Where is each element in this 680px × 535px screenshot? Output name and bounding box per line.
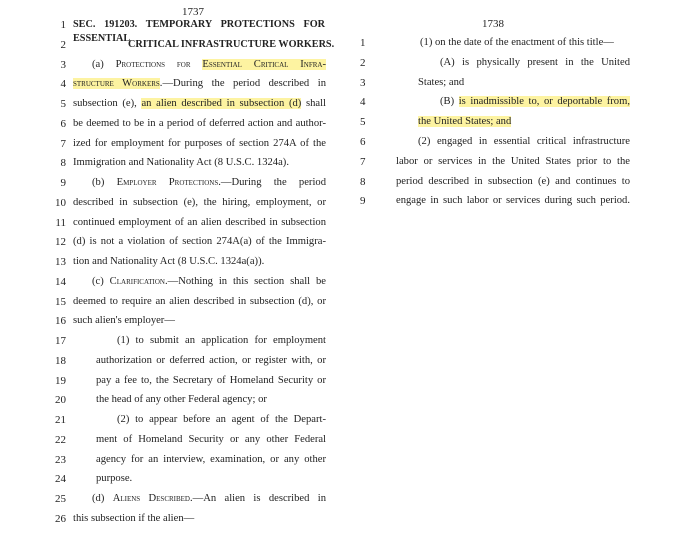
left-line-13 (0, 255, 340, 275)
text-segment: (d) is not a violation of section 274A(a) of the Immigra- (73, 236, 326, 248)
left-line-number: 2 (60, 38, 66, 51)
right-line-text (418, 135, 630, 149)
text-segment: be deemed to be in a period of deferred action and author- (73, 117, 326, 129)
left-line-number: 14 (55, 275, 66, 288)
left-line-text (73, 137, 326, 151)
right-line-8 (340, 175, 680, 195)
text-segment: (b) (92, 177, 117, 188)
left-line-number: 25 (55, 493, 66, 505)
right-page (340, 0, 680, 535)
left-line-number: 1 (60, 19, 66, 31)
left-line-text (73, 117, 326, 131)
text-segment: .—During the period described in (159, 78, 326, 90)
right-line-3 (340, 76, 680, 96)
left-line-text (73, 295, 326, 309)
left-line-text (117, 413, 326, 427)
text-segment: (a) (92, 58, 116, 70)
text-segment: Protections for (115, 58, 203, 70)
left-line-21 (0, 413, 340, 433)
left-line-6 (0, 117, 340, 137)
left-line-text (92, 492, 326, 506)
page-number-right: 1738 (482, 18, 504, 30)
left-line-number: 13 (55, 256, 66, 268)
left-line-number: 23 (55, 453, 66, 466)
text-segment: agency for an interview, examination, or any other (96, 453, 326, 465)
right-line-1 (340, 36, 680, 56)
left-line-number: 12 (55, 236, 66, 249)
left-line-number: 17 (55, 335, 66, 347)
text-segment: (1) on the date of the enactment of this title— (420, 37, 614, 48)
left-line-10 (0, 196, 340, 216)
right-line-7 (340, 155, 680, 175)
left-line-8 (0, 156, 340, 176)
right-line-number: 2 (360, 56, 366, 69)
text-segment: authorization or deferred action, or register with, or (96, 354, 326, 366)
left-line-number: 18 (55, 354, 66, 367)
left-line-24 (0, 472, 340, 492)
right-line-text (440, 95, 630, 109)
right-line-number: 6 (360, 136, 366, 148)
right-line-6 (340, 135, 680, 155)
text-segment: SEC. 191203. TEMPORARY PROTECTIONS FOR ESSENTIAL (73, 19, 325, 44)
left-line-number: 24 (55, 473, 66, 486)
highlighted-text: the United States; and (418, 116, 512, 128)
text-segment: the head of any other Federal agency; or (96, 394, 267, 406)
left-line-number: 3 (60, 58, 66, 71)
highlighted-text: is inadmissible to, or deportable from, (458, 96, 630, 108)
left-line-text (73, 512, 233, 526)
text-segment: (B) (440, 96, 459, 108)
left-line-number: 16 (55, 315, 66, 328)
left-line-25 (0, 492, 340, 512)
left-line-text (96, 433, 326, 447)
left-line-text (92, 176, 326, 190)
left-line-text (96, 354, 326, 368)
left-line-number: 6 (60, 117, 66, 130)
right-line-number: 7 (360, 155, 366, 168)
left-line-text (73, 216, 326, 230)
right-line-text (396, 194, 630, 208)
highlighted-text: Essential Critical Infra- (202, 58, 326, 70)
text-segment: ment of Homeland Security or any other Federal (96, 433, 326, 445)
text-segment: engage in such labor or services during such period. (396, 195, 630, 207)
left-line-text (96, 453, 326, 467)
text-segment: such alien's employer— (73, 315, 175, 327)
left-line-number: 9 (60, 177, 66, 189)
right-line-text (440, 56, 630, 70)
right-line-number: 1 (360, 37, 366, 49)
text-segment: (2) to appear before an agent of the Depart- (117, 414, 326, 425)
page-number-left: 1737 (182, 6, 204, 18)
left-line-22 (0, 433, 340, 453)
highlighted-text: an alien described in subsection (d) (141, 98, 302, 109)
left-line-26 (0, 512, 340, 532)
left-line-number: 11 (55, 216, 66, 229)
left-line-text (73, 314, 203, 328)
text-segment: shall (301, 98, 326, 109)
text-segment: (c) (92, 275, 110, 287)
left-line-16 (0, 314, 340, 334)
left-line-number: 8 (60, 157, 66, 170)
text-segment: (d) (92, 493, 113, 504)
right-line-number: 9 (360, 195, 366, 208)
right-line-text (418, 76, 498, 90)
left-line-text (73, 77, 326, 91)
right-line-text (396, 155, 630, 169)
left-line-4 (0, 77, 340, 97)
right-line-number: 5 (360, 116, 366, 129)
right-line-5 (340, 115, 680, 135)
right-line-number: 8 (360, 175, 366, 188)
left-line-text (73, 156, 303, 170)
text-segment: Aliens Described (112, 493, 190, 504)
text-segment: Immigration and Nationality Act (8 U.S.C. 1324a). (73, 157, 289, 169)
left-line-number: 20 (55, 394, 66, 407)
left-line-7 (0, 137, 340, 157)
text-segment: pay a fee to, the Secretary of Homeland Security or (96, 374, 326, 386)
text-segment: continued employment of an alien described in subsection (73, 216, 326, 228)
left-line-text (73, 97, 326, 111)
left-line-text (96, 472, 156, 486)
text-segment: (1) to submit an application for employment (117, 335, 326, 346)
text-segment: Employer Protections (116, 177, 219, 188)
left-line-text (96, 374, 326, 388)
left-line-number: 19 (55, 374, 66, 387)
text-segment: .—Nothing in this section shall be (164, 275, 327, 287)
left-line-number: 26 (55, 512, 66, 525)
text-segment: Clarification (109, 275, 165, 287)
left-line-2 (0, 38, 340, 58)
text-segment: tion and Nationality Act (8 U.S.C. 1324a(a)). (73, 256, 265, 267)
text-segment: described in subsection (e), the hiring, employment, or (73, 196, 326, 208)
text-segment: CRITICAL INFRASTRUCTURE WORKERS. (128, 38, 335, 50)
left-line-12 (0, 235, 340, 255)
text-segment: ized for employment for purposes of section 274A of the (73, 137, 326, 149)
text-segment: .—During the period (218, 177, 326, 188)
right-line-2 (340, 56, 680, 76)
text-segment: this subsection if the alien— (73, 512, 195, 524)
text-segment: deemed to require an alien described in subsection (d), or (73, 295, 326, 307)
left-line-23 (0, 453, 340, 473)
left-line-text (73, 255, 303, 269)
left-line-5 (0, 97, 340, 117)
text-segment: purpose. (96, 473, 133, 485)
left-line-text (92, 58, 326, 72)
right-line-9 (340, 194, 680, 214)
highlighted-text: structure Workers (73, 78, 160, 90)
left-line-number: 21 (55, 414, 66, 426)
text-segment: subsection (e), (73, 98, 142, 109)
right-line-4 (340, 95, 680, 115)
right-line-text (418, 115, 528, 129)
right-line-number: 3 (360, 76, 366, 89)
text-segment: (A) is physically present in the United (440, 56, 630, 68)
text-segment: (2) engaged in essential critical infrastructure (418, 136, 630, 147)
left-line-text (92, 275, 326, 289)
left-line-number: 5 (60, 98, 66, 110)
text-segment: period described in subsection (e) and continues to (396, 175, 630, 187)
left-line-11 (0, 216, 340, 236)
left-line-19 (0, 374, 340, 394)
right-line-text (420, 36, 630, 50)
left-line-17 (0, 334, 340, 354)
left-line-14 (0, 275, 340, 295)
left-line-15 (0, 295, 340, 315)
right-line-number: 4 (360, 96, 366, 109)
left-line-text (96, 393, 296, 407)
left-line-number: 7 (60, 137, 66, 150)
left-line-18 (0, 354, 340, 374)
left-line-number: 10 (55, 196, 66, 209)
left-line-number: 4 (60, 78, 66, 91)
left-line-text (73, 196, 326, 210)
left-line-20 (0, 393, 340, 413)
left-line-number: 22 (55, 433, 66, 446)
left-line-text (73, 235, 326, 249)
left-line-9 (0, 176, 340, 196)
right-line-text (396, 175, 630, 189)
text-segment: .—An alien is described in (190, 493, 326, 504)
left-line-text (117, 334, 326, 348)
left-line-3 (0, 58, 340, 78)
left-line-text (128, 38, 335, 52)
text-segment: States; and (418, 76, 465, 88)
left-line-number: 15 (55, 295, 66, 308)
text-segment: labor or services in the United States prior to the (396, 155, 630, 167)
